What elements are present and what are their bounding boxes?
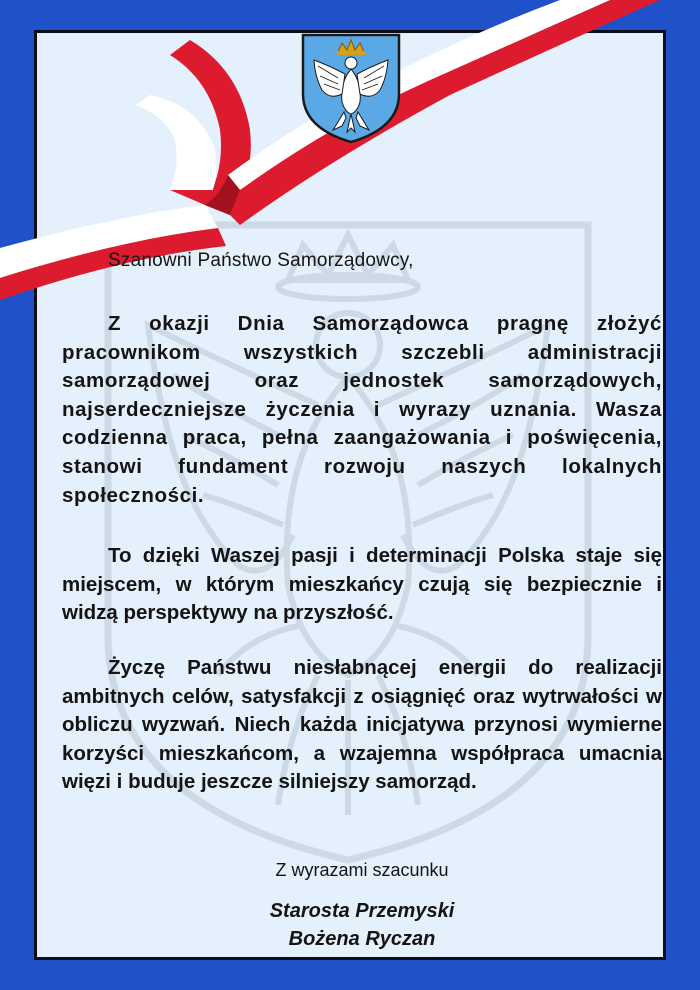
paragraph-1: Z okazji Dnia Samorządowca pragnę złożyć pracownikom wszystkich szczebli administracji samorządowej oraz jednostek samorządowych, najserdeczniejsze życzenia i wyrazy uznania. Wasza codzienna praca, pełna zaangażowania i poświęcenia, stanowi fundament rozwoju naszych lokalnych społeczności. xyxy=(62,312,662,507)
salutation: Szanowni Państwo Samorządowcy, xyxy=(108,250,414,271)
paragraph-3: Życzę Państwu niesłabnącej energii do realizacji ambitnych celów, satysfakcji z osiągnięć oraz wytrwałości w obliczu wyzwań. Niech każda inicjatywa przynosi wymierne korzyści mieszkańcom, a wzajemna współpraca umacnia więzi i buduje jeszcze silniejszy samorząd. xyxy=(62,656,662,794)
signer-title: Starosta Przemyski xyxy=(269,900,455,922)
closing-line: Z wyrazami szacunku xyxy=(275,860,449,880)
coat-of-arms-eagle-icon xyxy=(300,32,402,144)
paragraph-2: To dzięki Waszej pasji i determinacji Polska staje się miejscem, w którym mieszkańcy czują się bezpiecznie i widzą perspektywy na przyszłość. xyxy=(62,544,662,625)
signer-name: Bożena Ryczan xyxy=(288,928,436,950)
